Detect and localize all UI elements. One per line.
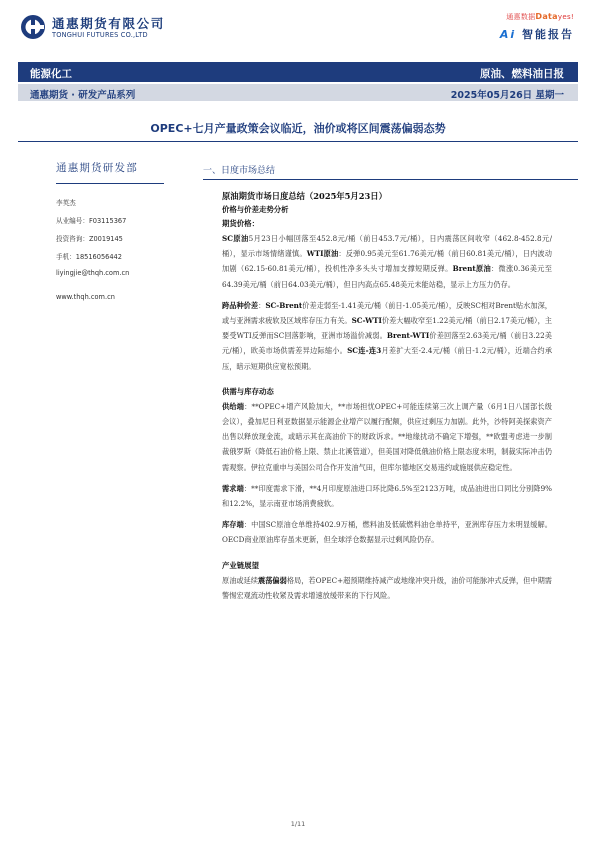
author-name: 李英杰 — [56, 199, 76, 207]
paragraph-futures-price: SC原油5月23日小幅回落至452.8元/桶（前日453.7元/桶），日内震荡区间收窄（462.8-452.8元/桶），显示市场情绪谨慎。WTI原油：反弹0.95美元至61.76美元/桶（前日60.81美元/桶），日内波动加剧（62.15-60.81美元/桶），投机性净多头头寸增加支撑短期反弹。Brent原油：微涨0.36美元至64.39美元/桶（前日64.03美元/桶），但日内高点65.48美元未能站稳，显示上方压力仍存。 — [222, 234, 552, 289]
author-phone: 手机：18516056442 — [56, 253, 122, 261]
title-divider — [18, 141, 578, 142]
section-heading: 一、日度市场总结 — [203, 166, 276, 176]
paragraph-inventory: 库存端：中国SC原油仓单维持402.9万桶，燃料油及低硫燃料油仓单持平，亚洲库存压力未明显缓解。OECD商业原油库存虽未更新，但全球浮仓数据显示过剩风险仍存。 — [222, 520, 552, 545]
sidebar-title: 通惠期货研发部 — [56, 162, 138, 174]
author-advisor-id: 投资咨询：Z0019145 — [56, 235, 123, 243]
page-header — [0, 0, 596, 50]
subheading-price: 价格与价差走势分析 — [222, 205, 289, 214]
subheading-outlook: 产业链展望 — [222, 560, 259, 570]
section-divider — [203, 179, 578, 180]
subheading-futures-price: 期货价格： — [222, 219, 259, 228]
sidebar-divider — [56, 183, 164, 184]
report-type-label: 原油、燃料油日报 — [480, 68, 564, 80]
author-sidebar — [56, 160, 196, 301]
report-title: OPEC+七月产量政策会议临近，油价或将区间震荡偏弱态势 — [150, 122, 446, 135]
company-name-en: TONGHUI FUTURES CO.,LTD — [52, 31, 148, 39]
category-bar — [18, 62, 578, 82]
company-logo-icon — [20, 14, 46, 40]
category-label: 能源化工 — [30, 68, 72, 80]
company-name-cn: 通惠期货有限公司 — [52, 16, 165, 31]
subheading-supply-demand: 供需与库存动态 — [222, 386, 274, 396]
brand-tagline: 通惠数据Datayes! — [506, 12, 574, 21]
page-number: 1/11 — [290, 820, 306, 828]
paragraph-demand: 需求端：**印度需求下滑，**4月印度原油进口环比降6.5%至2123万吨，成品油进出口同比分别降9%和12.2%，显示南亚市场消费疲软。 — [222, 483, 552, 509]
series-bar — [18, 84, 578, 101]
paragraph-spread: 跨品种价差：SC-Brent价差走弱至-1.41美元/桶（前日-1.05美元/桶），反映SC相对Brent贴水加深，或与亚洲需求疲软及区域库存压力有关。SC-WTI价差大幅收窄至1.22美元/桶（前日2.17美元/桶），主要受WTI反弹而SC回落影响，亚洲市场溢价减弱。Brent-WTI价差回落至2.63美元/桶（前日3.22美元/桶），欧美市场供需差异边际缩小。SC连-连3月差扩大至-2.4元/桶（前日-1.2元/桶），近端合约承压，暗示短期供应宽松预期。 — [222, 300, 553, 371]
report-date: 2025年05月26日 星期一 — [450, 90, 564, 101]
brand-report-label: Ai 智能报告 — [499, 28, 574, 41]
author-email[interactable]: liyingjie@thqh.com.cn — [56, 269, 130, 277]
author-license: 从业编号：F03115367 — [56, 217, 127, 225]
series-label: 通惠期货 · 研发产品系列 — [30, 90, 136, 101]
report-body — [222, 187, 552, 603]
paragraph-supply: 供给端：**OPEC+增产风险加大，**市场担忧OPEC+可能连续第三次上调产量（6月1日八国部长级会议），叠加尼日利亚数据显示能源企业增产以履行配额，供应过剩压力加剧。此外，沙特阿美探索资产出售以释放现金流，或暗示其在高油价下的财政诉求。**地缘扰动不确定下增强，**欧盟考虑进一步制裁俄罗斯（降低石油价格上限、禁止北溪管道），但美国对降低俄油价格上限态度未明，制裁实际冲击仍需观察。伊拉克重申与美国公司合作开发油气田，但库尔德地区交易违约或施展供应稳定性。 — [222, 401, 552, 472]
summary-title: 原油期货市场日度总结（2025年5月23日） — [222, 191, 387, 201]
company-website-link[interactable]: www.thqh.com.cn — [56, 293, 115, 301]
paragraph-outlook: 原油或延续震荡偏弱格局，若OPEC+超预期维持减产或地缘冲突升级，油价可能脉冲式反弹，但中期需警惕宏观流动性收紧及需求增速放缓带来的下行风险。 — [222, 575, 552, 600]
